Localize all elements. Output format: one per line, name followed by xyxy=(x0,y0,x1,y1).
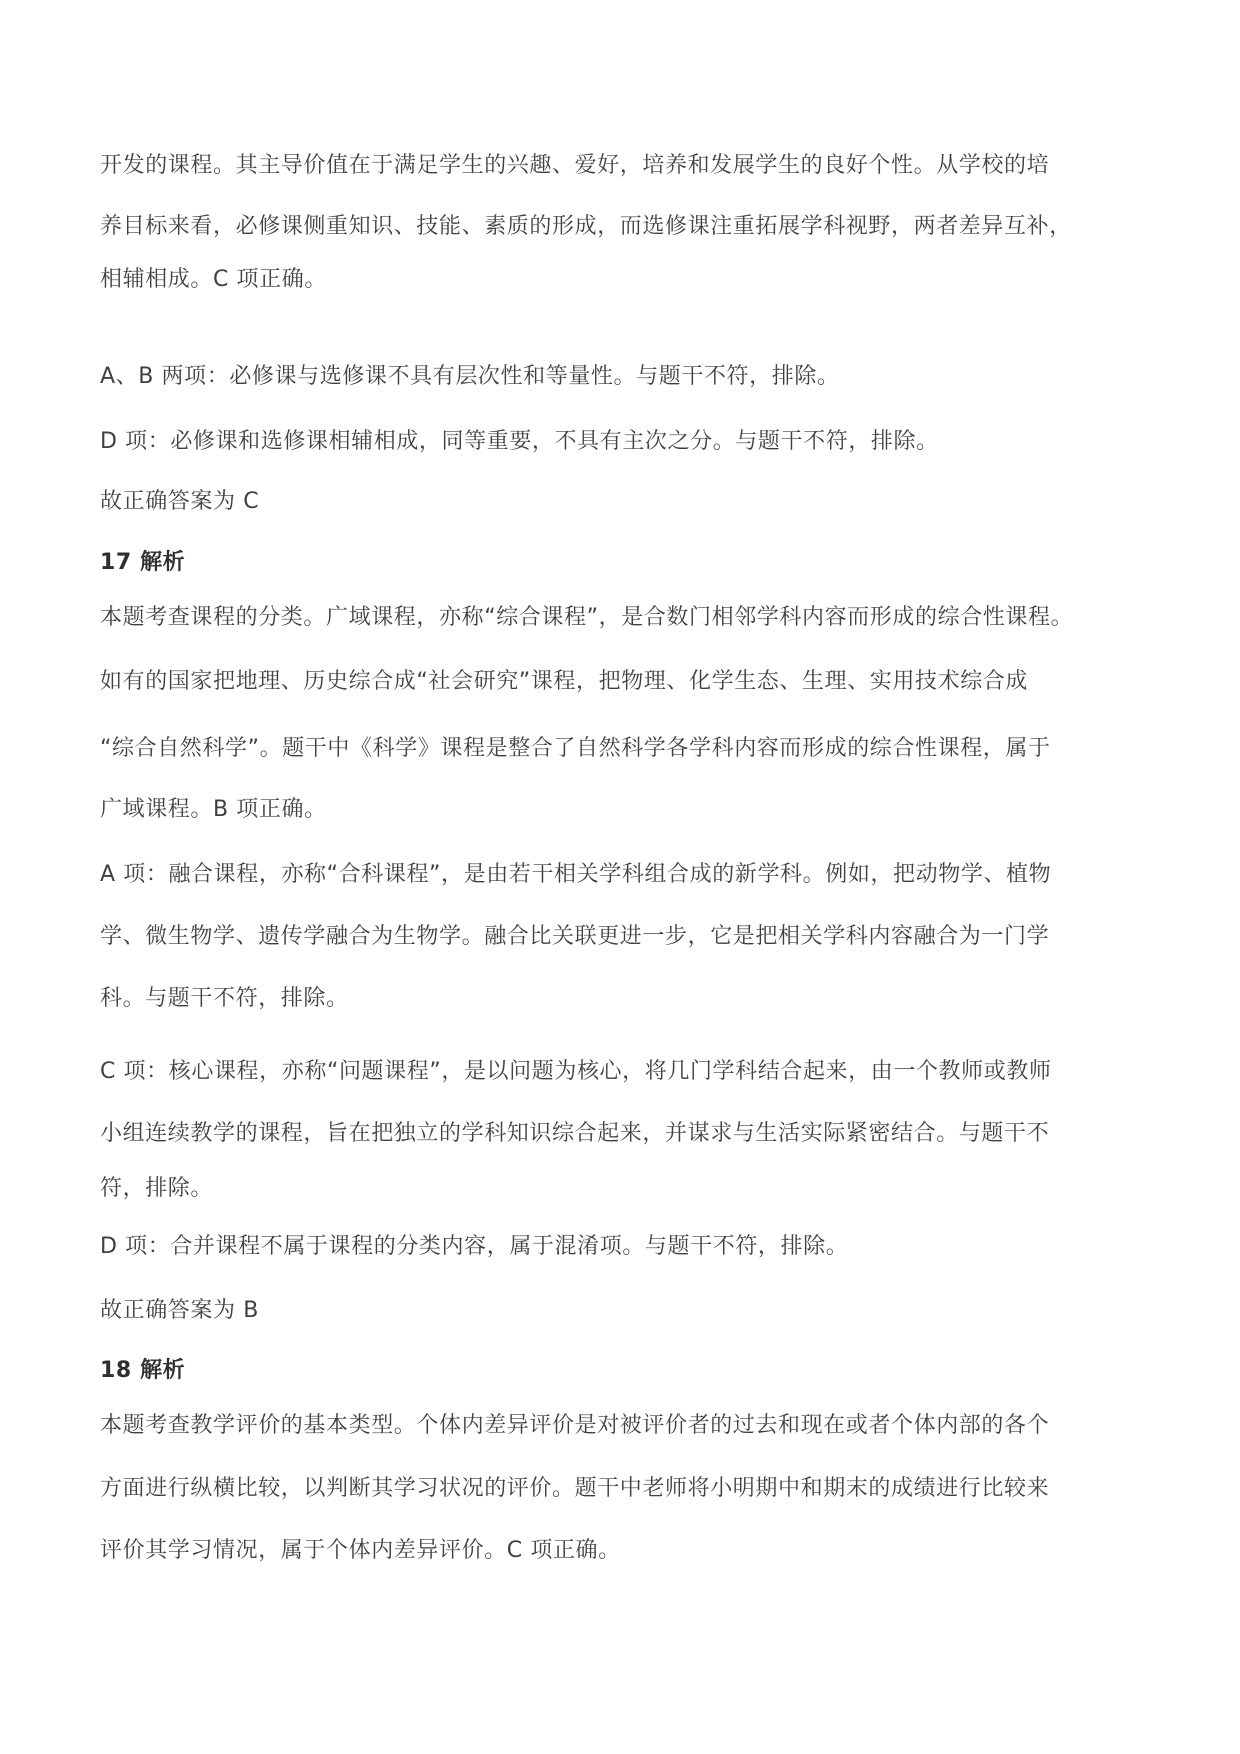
text-line: 学、微生物学、遗传学融合为生物学。融合比关联更进一步，它是把相关学科内容融合为一门学 xyxy=(100,924,1050,949)
text-line: “综合自然科学”。题干中《科学》课程是整合了自然科学各学科内容而形成的综合性课程，属于 xyxy=(100,736,1051,761)
text-line: 科。与题干不符，排除。 xyxy=(100,986,349,1011)
section-heading: 17 解析 xyxy=(100,550,186,575)
answer-line: 故正确答案为 C xyxy=(100,489,260,514)
text-line: A 项：融合课程，亦称“合科课程”，是由若干相关学科组合成的新学科。例如，把动物学、植物 xyxy=(100,862,1052,887)
text-line: 如有的国家把地理、历史综合成“社会研究”课程，把物理、化学生态、生理、实用技术综合成 xyxy=(100,669,1028,694)
text-line: 评价其学习情况，属于个体内差异评价。C 项正确。 xyxy=(100,1538,621,1563)
text-line: 符，排除。 xyxy=(100,1176,214,1201)
text-line: 开发的课程。其主导价值在于满足学生的兴趣、爱好，培养和发展学生的良好个性。从学校的培 xyxy=(100,153,1050,178)
text-line: D 项：合并课程不属于课程的分类内容，属于混淆项。与题干不符，排除。 xyxy=(100,1234,849,1259)
section-heading: 18 解析 xyxy=(100,1358,186,1383)
answer-line: 故正确答案为 B xyxy=(100,1298,259,1323)
text-line: A、B 两项：必修课与选修课不具有层次性和等量性。与题干不符，排除。 xyxy=(100,364,840,389)
text-line: 小组连续教学的课程，旨在把独立的学科知识综合起来，并谋求与生活实际紧密结合。与题干不 xyxy=(100,1121,1050,1146)
text-line: 养目标来看，必修课侧重知识、技能、素质的形成，而选修课注重拓展学科视野，两者差异互补， xyxy=(100,214,1072,239)
text-line: D 项：必修课和选修课相辅相成，同等重要，不具有主次之分。与题干不符，排除。 xyxy=(100,429,939,454)
text-line: 本题考查课程的分类。广域课程，亦称“综合课程”，是合数门相邻学科内容而形成的综合性课程。 xyxy=(100,605,1074,630)
text-line: 本题考查教学评价的基本类型。个体内差异评价是对被评价者的过去和现在或者个体内部的各个 xyxy=(100,1413,1050,1438)
text-line: 广域课程。B 项正确。 xyxy=(100,797,327,822)
text-line: 方面进行纵横比较，以判断其学习状况的评价。题干中老师将小明期中和期末的成绩进行比较来 xyxy=(100,1476,1050,1501)
text-line: C 项：核心课程，亦称“问题课程”，是以问题为核心，将几门学科结合起来，由一个教师或教师 xyxy=(100,1059,1052,1084)
text-line: 相辅相成。C 项正确。 xyxy=(100,267,327,292)
